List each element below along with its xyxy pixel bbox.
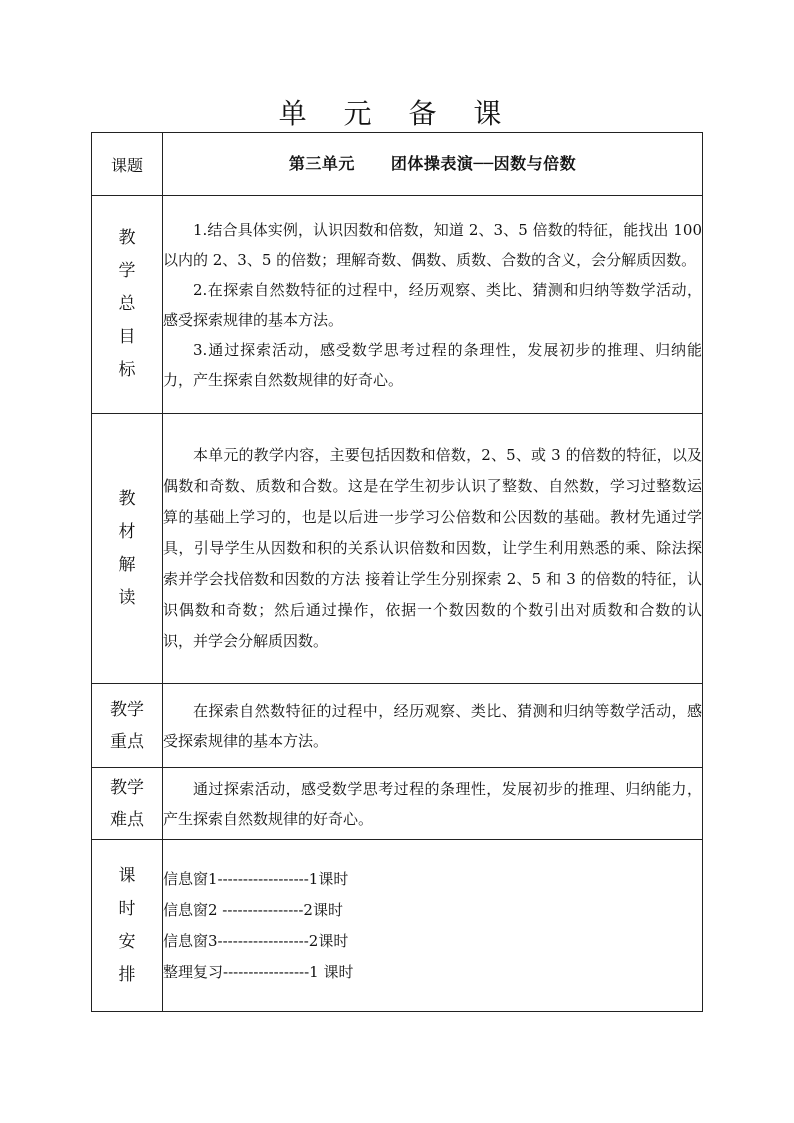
material-row [92, 414, 703, 684]
unit-number: 第三单元 [288, 154, 355, 173]
unit-name: 团体操表演──因数与倍数 [390, 154, 577, 173]
topic-row [92, 133, 703, 196]
difficulty-cell [163, 768, 703, 840]
lesson-plan-table [91, 132, 703, 1012]
schedule-item: 信息窗1------------------1课时 [163, 869, 349, 888]
schedule-item: 信息窗3------------------2课时 [163, 931, 349, 950]
goals-row [92, 196, 703, 414]
schedule-item: 整理复习-----------------1 课时 [163, 962, 354, 981]
key-paragraph: 在探索自然数特征的过程中，经历观察、类比、猜测和归纳等数学活动，感受探索规律的基本方法。 [163, 701, 702, 750]
page-title: 单 元 备 课 [278, 97, 516, 130]
material-cell [163, 414, 703, 684]
difficulty-row [92, 768, 703, 840]
key-cell [163, 684, 703, 768]
key-row [92, 684, 703, 768]
schedule-item: 信息窗2 ----------------2课时 [163, 900, 343, 919]
schedule-row [92, 840, 703, 1012]
topic-cell [163, 133, 703, 196]
material-label: 教 材 解 读 [92, 414, 163, 684]
schedule-label: 课 时 安 排 [92, 840, 163, 1012]
goal-paragraph: 2.在探索自然数特征的过程中，经历观察、类比、猜测和归纳等数学活动，感受探索规律的基本方法。 [163, 280, 702, 329]
schedule-cell [163, 840, 703, 1012]
goal-paragraph: 3.通过探索活动，感受数学思考过程的条理性，发展初步的推理、归纳能力，产生探索自然数规律的好奇心。 [163, 340, 702, 389]
key-label: 教学 重点 [92, 684, 163, 768]
material-paragraph: 本单元的教学内容，主要包括因数和倍数，2、5、或 3 的倍数的特征，以及偶数和奇数、质数和合数。这是在学生初步认识了整数、自然数，学习过整数运算的基础上学习的，也是以后进一步学习公倍数和公因数的基础。教材先通过学具，引导学生从因数和积的关系认识倍数和因数，让学生利用熟悉的乘、除法探索并学会找倍数和因数的方法 接着让学生分别探索 2、5 和 3 的倍数的特征，认识偶数和奇数；然后通过操作，依据一个数因数的个数引出对质数和合数的认识，并学会分解质因数。 [163, 446, 702, 650]
difficulty-paragraph: 通过探索活动，感受数学思考过程的条理性，发展初步的推理、归纳能力，产生探索自然数规律的好奇心。 [163, 779, 702, 828]
topic-label: 课题 [92, 133, 163, 196]
goals-cell [163, 196, 703, 414]
difficulty-label: 教学 难点 [92, 768, 163, 840]
goals-label: 教 学 总 目 标 [92, 196, 163, 414]
goal-paragraph: 1.结合具体实例，认识因数和倍数，知道 2、3、5 倍数的特征，能找出 100 以内的 2、3、5 的倍数；理解奇数、偶数、质数、合数的含义，会分解质因数。 [163, 220, 702, 269]
